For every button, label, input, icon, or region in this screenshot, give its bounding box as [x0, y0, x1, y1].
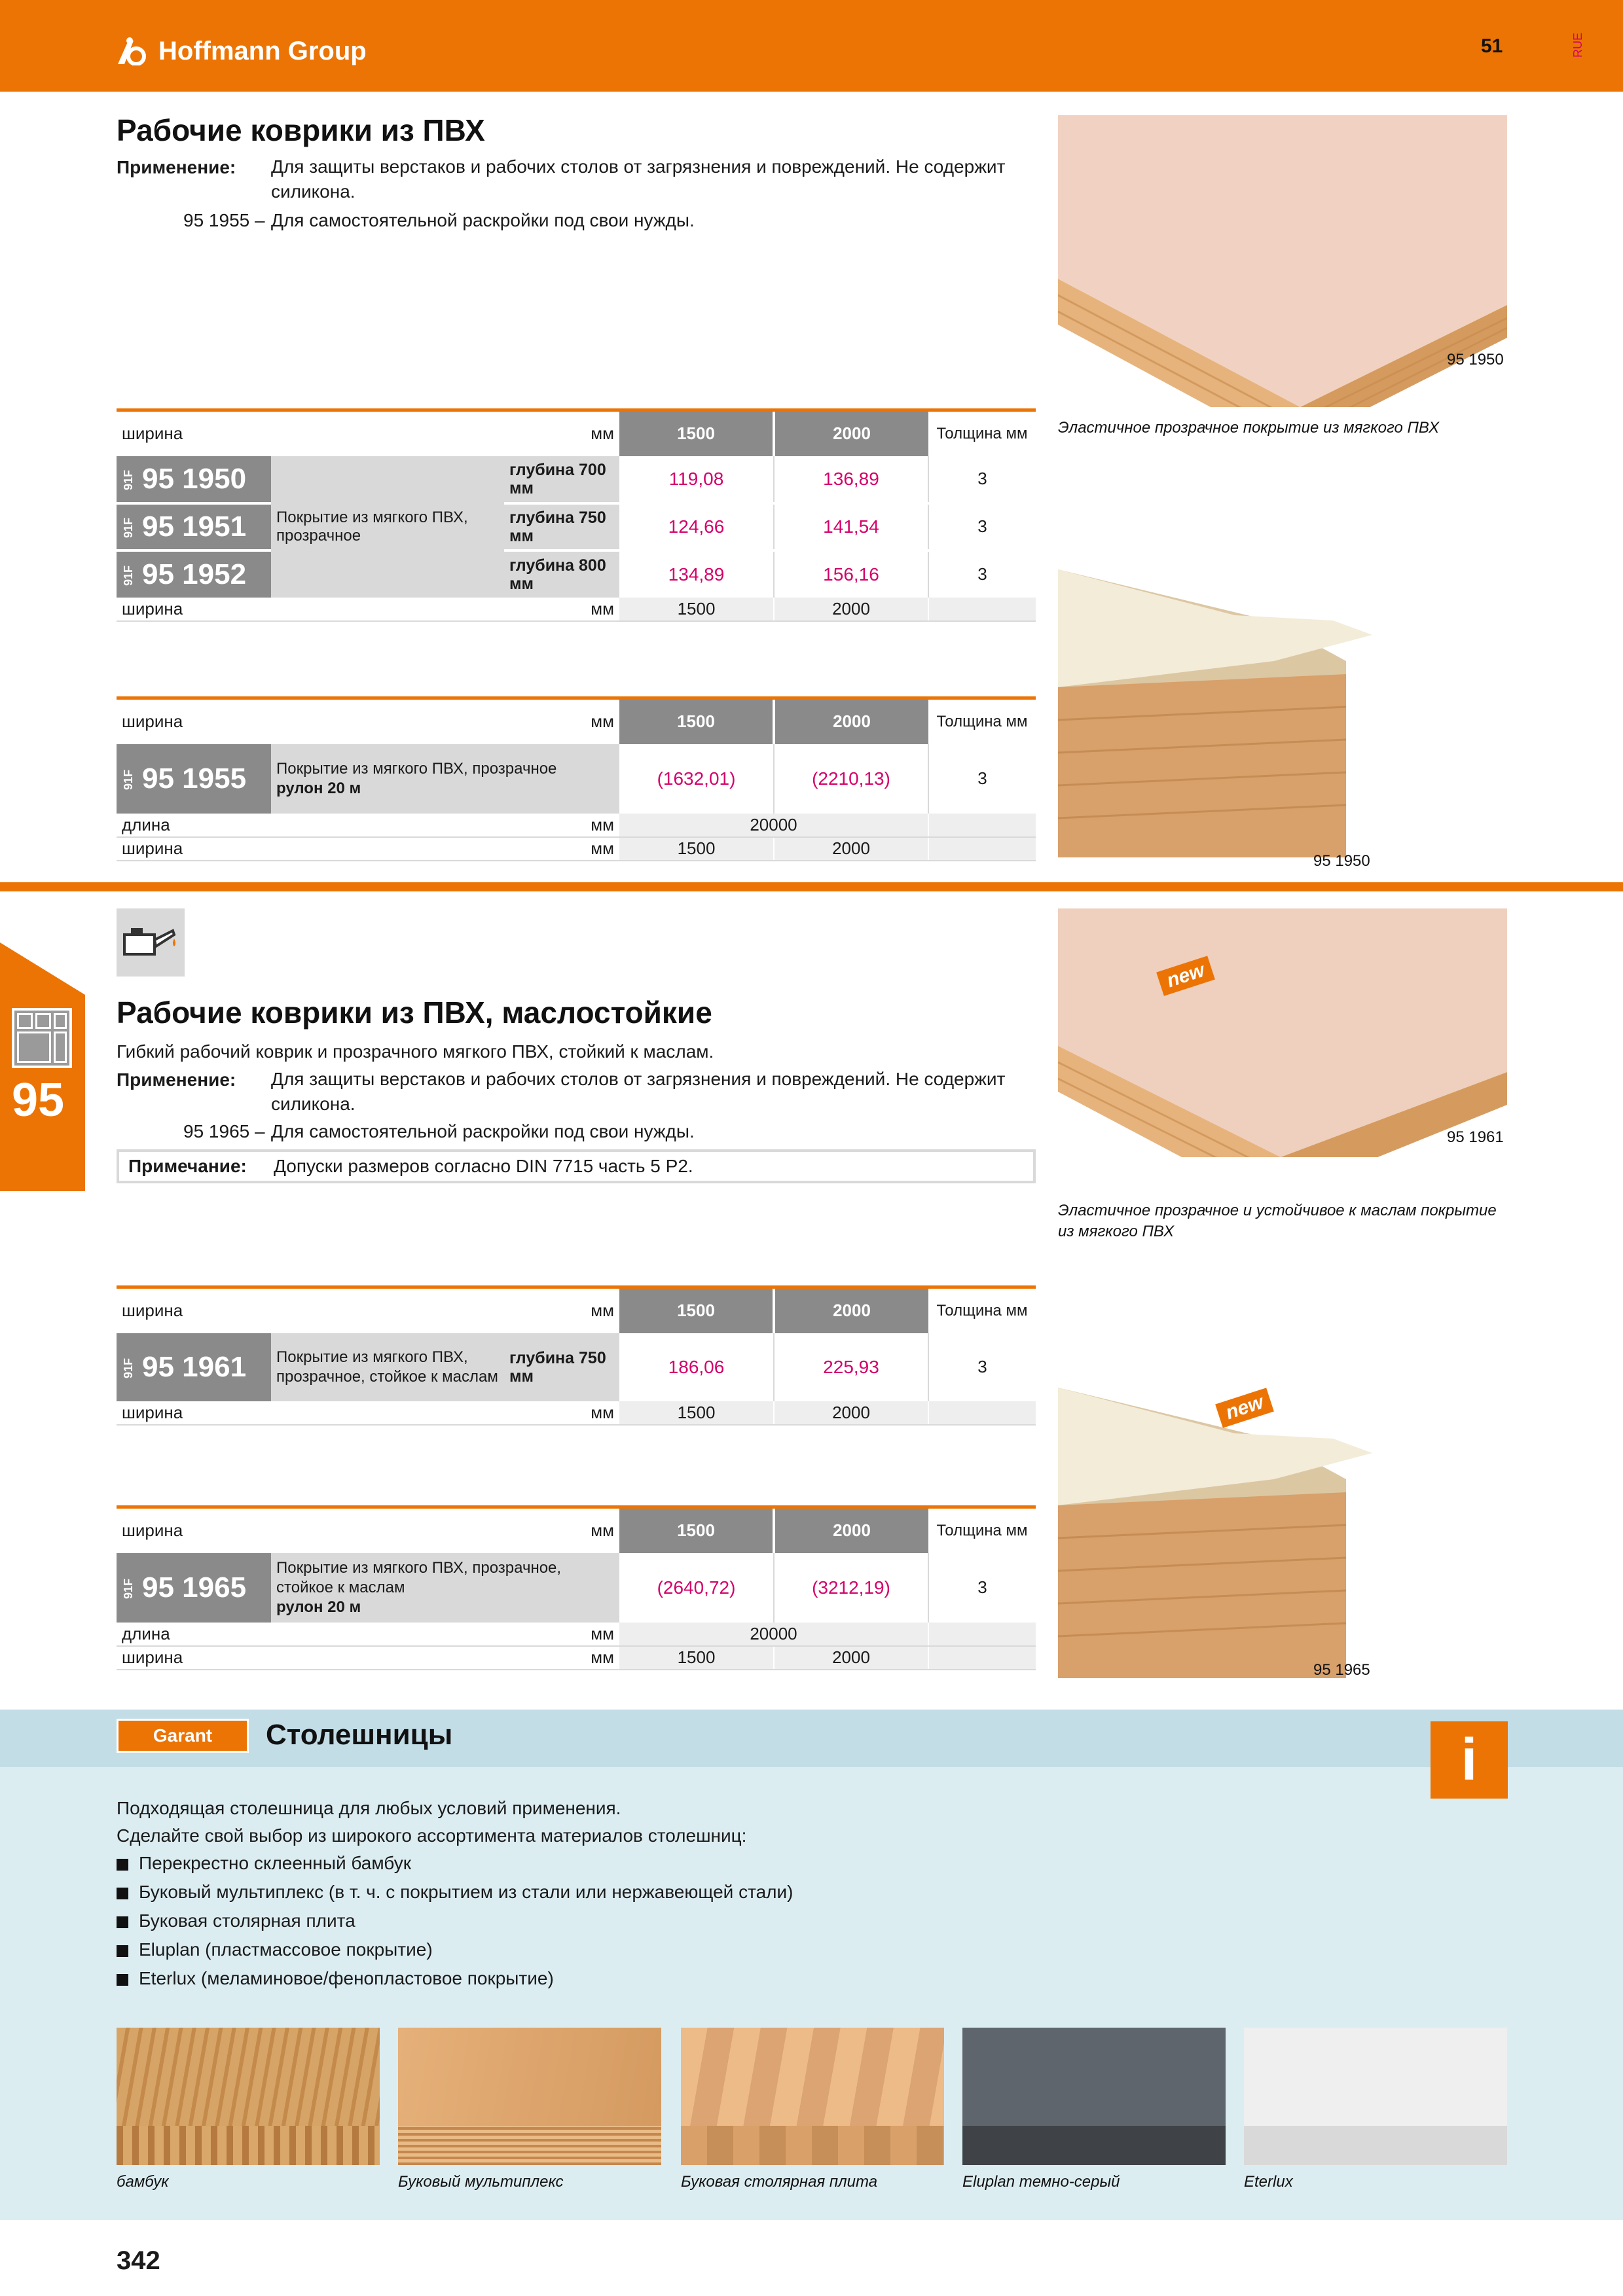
garant-logo[interactable] [117, 1719, 249, 1753]
t4-foot-unit: мм [504, 1646, 619, 1670]
t1-col1: 1500 [619, 410, 774, 456]
t3-foot-col2: 2000 [774, 1401, 928, 1425]
section1-apply-label: Применение: [117, 157, 236, 177]
sample-image-beech-multiplex [398, 2028, 661, 2165]
t4-foot-col1: 1500 [619, 1646, 774, 1670]
t1-foot-col1: 1500 [619, 598, 774, 621]
section1-note-text: Для самостоятельной раскройки под свои нужды. [271, 210, 695, 230]
t1-row1-price1: 119,08 [668, 468, 724, 489]
bullet-icon [117, 1888, 128, 1899]
section3-line2: Сделайте свой выбор из широкого ассортимента материалов столешниц: [117, 1825, 747, 1846]
sample-label-beech-block: Буковая столярная плита [681, 2173, 878, 2191]
t3-unit: мм [504, 1287, 619, 1333]
sample-label-bamboo: бамбук [117, 2173, 169, 2191]
image3-caption: 95 1961 [1447, 1128, 1504, 1146]
image4-caption: 95 1965 [1313, 1661, 1370, 1679]
t1-row3-thick: 3 [928, 550, 1036, 598]
t3-width-label: ширина [117, 1287, 504, 1333]
t1-foot-unit: мм [504, 598, 619, 621]
list-item: Eterlux (меламиновое/фенопластовое покрытие) [117, 1966, 793, 1995]
t4-unit: мм [504, 1507, 619, 1553]
t4-foot-label: ширина [117, 1646, 504, 1670]
t1-row1-thick: 3 [928, 456, 1036, 503]
t1-row1-code[interactable]: 91F 95 1950 [117, 456, 271, 503]
t2-foot-col2: 2000 [774, 837, 928, 861]
t4-desc: Покрытие из мягкого ПВХ, прозрачное, стойкое к маслам рулон 20 м [271, 1553, 619, 1623]
page-number-bottom: 342 [117, 2246, 160, 2275]
t2-width-label: ширина [117, 698, 504, 744]
t1-row3-code[interactable]: 91F 95 1952 [117, 550, 271, 598]
t1-row1-price2: 136,89 [774, 456, 928, 503]
t4-col1: 1500 [619, 1507, 774, 1553]
product-image-951950 [1058, 115, 1507, 407]
section2-apply-text: Для защиты верстаков и рабочих столов от загрязнения и повреждений. Не содержит силикона. [271, 1069, 1006, 1114]
t3-row-code[interactable]: 91F 95 1961 [117, 1333, 271, 1401]
t3-desc: Покрытие из мягкого ПВХ, прозрачное, стойкое к маслам [271, 1333, 504, 1401]
section1-note-code: 95 1955 – [183, 210, 265, 230]
t3-foot-label: ширина [117, 1401, 504, 1425]
t1-desc: Покрытие из мягкого ПВХ, прозрачное [271, 456, 504, 598]
new-badge-1: new [1156, 956, 1215, 996]
image2-caption: 95 1950 [1313, 852, 1370, 870]
t1-col2: 2000 [774, 410, 928, 456]
remark-box [117, 1149, 1036, 1183]
bullet-icon [117, 1859, 128, 1871]
brand-name: Hoffmann Group [158, 36, 367, 65]
t2-row-code[interactable]: 91F 95 1955 [117, 744, 271, 814]
section3-line1: Подходящая столешница для любых условий применения. [117, 1798, 621, 1818]
language-tag: RUE [1571, 33, 1584, 58]
t2-unit: мм [504, 698, 619, 744]
t2-thick: 3 [928, 744, 1036, 814]
t4-thickness: Толщина мм [928, 1507, 1036, 1553]
sample-label-eluplan: Eluplan темно-серый [962, 2173, 1120, 2191]
section2-note-text: Для самостоятельной раскройки под свои нужды. [271, 1121, 695, 1141]
section1-title: Рабочие коврики из ПВХ [117, 113, 485, 147]
new-badge-2: new [1215, 1388, 1274, 1428]
t2-desc: Покрытие из мягкого ПВХ, прозрачное рулон 20 м [271, 744, 619, 814]
t4-thick: 3 [928, 1553, 1036, 1623]
t2-length-unit: мм [504, 814, 619, 837]
image1-caption: 95 1950 [1447, 351, 1504, 368]
t3-thickness: Толщина мм [928, 1287, 1036, 1333]
t1-row3-price1: 134,89 [668, 564, 725, 584]
t1-row2-code[interactable]: 91F 95 1951 [117, 503, 271, 550]
t2-length-label: длина [117, 814, 504, 837]
t4-length-value: 20000 [619, 1623, 928, 1646]
product-image-951961 [1058, 908, 1507, 1157]
sample-label-eterlux: Eterlux [1244, 2173, 1293, 2191]
sample-image-eterlux [1244, 2028, 1507, 2165]
t4-price1: (2640,72) [657, 1577, 736, 1598]
t1-thickness: Толщина мм [928, 410, 1036, 456]
t1-row2-depth: глубина 750 мм [504, 503, 619, 550]
price-table-4 [117, 1505, 1036, 1670]
image3-description: Эластичное прозрачное и устойчивое к маслам покрытие из мягкого ПВХ [1058, 1202, 1497, 1240]
chapter-grid-icon [12, 1008, 72, 1068]
garant-logo-text: Garant [153, 1725, 213, 1746]
section1-apply-text: Для защиты верстаков и рабочих столов от загрязнения и повреждений. Не содержит силикона. [271, 156, 1006, 202]
remark-text: Допуски размеров согласно DIN 7715 часть 5 P2. [274, 1156, 693, 1176]
list-item: Eluplan (пластмассовое покрытие) [117, 1937, 793, 1966]
t3-col1: 1500 [619, 1287, 774, 1333]
t2-thickness: Толщина мм [928, 698, 1036, 744]
t2-foot-unit: мм [504, 837, 619, 861]
t1-foot-label: ширина [117, 598, 504, 621]
product-image-951965 [1058, 1388, 1372, 1678]
t3-col2: 2000 [774, 1287, 928, 1333]
section2-title: Рабочие коврики из ПВХ, маслостойкие [117, 996, 712, 1030]
t1-width-label: ширина [117, 410, 504, 456]
t2-price1: (1632,01) [657, 768, 736, 789]
bullet-icon [117, 1916, 128, 1928]
t2-col2: 2000 [774, 698, 928, 744]
t4-row-code[interactable]: 91F 95 1965 [117, 1553, 271, 1623]
sample-image-bamboo [117, 2028, 380, 2165]
bullet-icon [117, 1945, 128, 1957]
info-icon[interactable]: i [1431, 1721, 1508, 1799]
t3-thick: 3 [928, 1333, 1036, 1401]
sample-image-eluplan [962, 2028, 1226, 2165]
chapter-number: 95 [12, 1074, 65, 1126]
section2-note-code: 95 1965 – [183, 1121, 265, 1141]
brand-logo[interactable] [117, 33, 367, 69]
section2-apply-label: Применение: [117, 1069, 236, 1090]
t1-row3-depth: глубина 800 мм [504, 550, 619, 598]
t1-row3-price2: 156,16 [774, 550, 928, 598]
brand-logo-icon [117, 37, 153, 65]
image1-description: Эластичное прозрачное покрытие из мягкого ПВХ [1058, 419, 1440, 437]
t1-row2-price2: 141,54 [774, 503, 928, 550]
price-table-3 [117, 1285, 1036, 1426]
t3-foot-unit: мм [504, 1401, 619, 1425]
t3-depth: глубина 750 мм [504, 1333, 619, 1401]
bullet-icon [117, 1974, 128, 1986]
section-divider [0, 882, 1623, 891]
oil-can-icon [117, 908, 185, 977]
sample-image-beech-block [681, 2028, 944, 2165]
t4-width-label: ширина [117, 1507, 504, 1553]
t3-price2: 225,93 [774, 1333, 928, 1401]
list-item: Буковый мультиплекс (в т. ч. с покрытием из стали или нержавеющей стали) [117, 1880, 793, 1909]
list-item: Буковая столярная плита [117, 1909, 793, 1937]
t3-foot-col1: 1500 [619, 1401, 774, 1425]
sample-label-beech-multiplex: Буковый мультиплекс [398, 2173, 564, 2191]
material-list [117, 1851, 793, 1995]
list-item: Перекрестно склеенный бамбук [117, 1851, 793, 1880]
t2-foot-label: ширина [117, 837, 504, 861]
t2-length-value: 20000 [619, 814, 928, 837]
section3-title: Столешницы [266, 1719, 453, 1751]
t1-foot-col2: 2000 [774, 598, 928, 621]
remark-label: Примечание: [128, 1156, 247, 1176]
t3-price1: 186,06 [668, 1356, 725, 1377]
page-number-top: 51 [1481, 35, 1503, 57]
t4-col2: 2000 [774, 1507, 928, 1553]
t4-length-unit: мм [504, 1623, 619, 1646]
t4-price2: (3212,19) [774, 1553, 928, 1623]
t4-foot-col2: 2000 [774, 1646, 928, 1670]
product-image-951950-roll [1058, 569, 1372, 857]
t2-foot-col1: 1500 [619, 837, 774, 861]
t4-length-label: длина [117, 1623, 504, 1646]
price-table-1 [117, 408, 1036, 622]
price-table-2 [117, 696, 1036, 861]
t2-col1: 1500 [619, 698, 774, 744]
t1-row2-price1: 124,66 [668, 516, 725, 537]
t1-row1-depth: глубина 700 мм [504, 456, 619, 503]
t2-price2: (2210,13) [774, 744, 928, 814]
t1-unit: мм [504, 410, 619, 456]
section2-intro: Гибкий рабочий коврик и прозрачного мягкого ПВХ, стойкий к маслам. [117, 1041, 714, 1062]
t1-row2-thick: 3 [928, 503, 1036, 550]
